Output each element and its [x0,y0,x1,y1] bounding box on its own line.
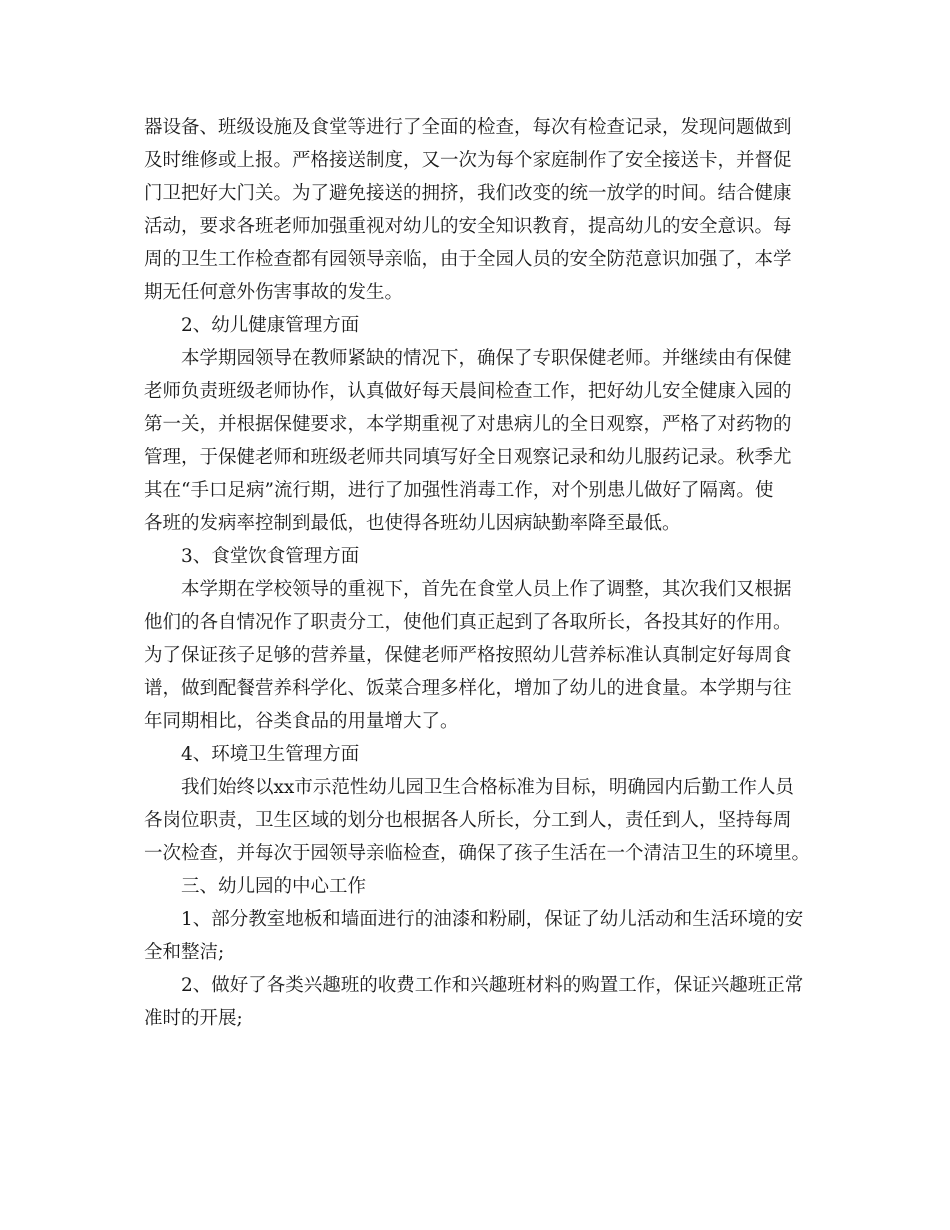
body-text-line: 我们始终以xx市示范性幼儿园卫生合格标准为目标，明确园内后勤工作人员 [181,777,794,798]
body-text-line: 本学期在学校领导的重视下，首先在食堂人员上作了调整，其次我们又根据 [181,579,792,600]
body-text-line: 他们的各自情况作了职责分工，使他们真正起到了各取所长，各投其好的作用。 [144,612,792,633]
section-heading: 2、幼儿健康管理方面 [181,315,360,336]
body-text-line: 一次检查，并每次于园领导亲临检查，确保了孩子生活在一个清洁卫生的环境里。 [144,843,811,864]
body-text-line: 2、做好了各类兴趣班的收费工作和兴趣班材料的购置工作，保证兴趣班正常 [181,975,804,996]
section-heading: 3、食堂饮食管理方面 [181,546,360,567]
body-text-line: 其在“手口足病”流行期，进行了加强性消毒工作，对个别患儿做好了隔离。使 [144,480,774,501]
body-text-line: 各岗位职责，卫生区域的划分也根据各人所长，分工到人，责任到人，坚持每周 [144,810,792,831]
body-text-line: 器设备、班级设施及食堂等进行了全面的检查，每次有检查记录，发现问题做到 [144,117,792,138]
body-text-line: 本学期园领导在教师紧缺的情况下，确保了专职保健老师。并继续由有保健 [181,348,792,369]
body-text-line: 老师负责班级老师协作，认真做好每天晨间检查工作，把好幼儿安全健康入园的 [144,381,792,402]
body-text-line: 为了保证孩子足够的营养量，保健老师严格按照幼儿营养标准认真制定好每周食 [144,645,792,666]
section-heading: 4、环境卫生管理方面 [181,744,360,765]
body-text-line: 年同期相比，谷类食品的用量增大了。 [144,711,459,732]
body-text-line: 全和整洁; [144,942,225,963]
body-text-line: 及时维修或上报。严格接送制度，又一次为每个家庭制作了安全接送卡，并督促 [144,150,792,171]
body-text-line: 第一关，并根据保健要求，本学期重视了对患病儿的全日观察，严格了对药物的 [144,414,792,435]
body-text-line: 1、部分教室地板和墙面进行的油漆和粉刷，保证了幼儿活动和生活环境的安 [181,909,804,930]
body-text-line: 谱，做到配餐营养科学化、饭菜合理多样化，增加了幼儿的进食量。本学期与往 [144,678,792,699]
body-text-line: 准时的开展; [144,1008,243,1029]
body-text-line: 周的卫生工作检查都有园领导亲临，由于全园人员的安全防范意识加强了，本学 [144,249,792,270]
section-heading: 三、幼儿园的中心工作 [181,876,367,897]
body-text-line: 各班的发病率控制到最低，也使得各班幼儿因病缺勤率降至最低。 [144,513,681,534]
body-text-line: 管理，于保健老师和班级老师共同填写好全日观察记录和幼儿服药记录。秋季尤 [144,447,792,468]
body-text-line: 活动，要求各班老师加强重视对幼儿的安全知识教育，提高幼儿的安全意识。每 [144,216,792,237]
body-text-line: 期无任何意外伤害事故的发生。 [144,282,404,303]
body-text-line: 门卫把好大门关。为了避免接送的拥挤，我们改变的统一放学的时间。结合健康 [144,183,792,204]
